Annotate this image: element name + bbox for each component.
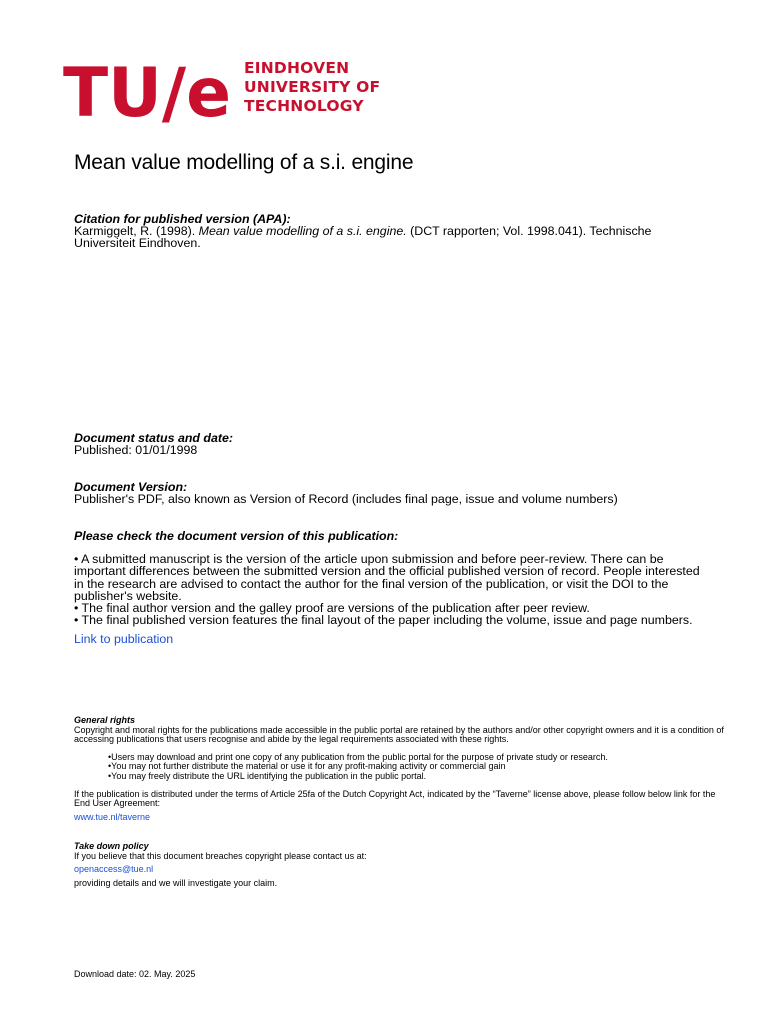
check-label: Please check the document version of this publication: <box>74 529 399 543</box>
rights-item: • Users may download and print one copy of any publication from the public portal for the purpose of private study or research. <box>108 753 724 763</box>
university-name-line: UNIVERSITY OF <box>244 78 381 96</box>
general-rights-label: General rights <box>74 715 136 725</box>
check-bullet: • The final author version and the galley proof are versions of the publication after peer review. <box>74 601 590 616</box>
takedown-email-link[interactable]: openaccess@tue.nl <box>74 864 154 875</box>
citation-section <box>74 213 704 250</box>
status-section <box>74 432 704 456</box>
check-section <box>74 530 704 646</box>
check-bullet: • A submitted manuscript is the version of the article upon submission and before peer-review. There can be important differences between the submitted version and the official published version of record. People interested in the research are advised to contact the author for the final version of the publication, or visit the DOI to the publisher's website. <box>74 552 700 603</box>
citation-rest: (DCT rapporten; Vol. 1998.041). Technische Universiteit Eindhoven. <box>74 224 652 251</box>
university-name-line: TECHNOLOGY <box>244 97 364 115</box>
version-section <box>74 481 704 505</box>
university-name <box>244 59 444 116</box>
rights-item: • You may not further distribute the material or use it for any profit-making activity or commercial gain <box>108 762 724 772</box>
version-label: Document Version: <box>74 480 188 494</box>
citation-work-title: Mean value modelling of a s.i. engine. <box>198 224 407 239</box>
citation-authors: Karmiggelt, R. (1998). <box>74 224 199 239</box>
link-to-publication[interactable]: Link to publication <box>74 632 174 647</box>
general-rights-intro: Copyright and moral rights for the publications made accessible in the public portal are retained by the authors and/or other copyright owners and it is a condition of accessing publications that users recognise and abide by the legal requirements associated with these rights. <box>74 724 724 745</box>
university-name-line: EINDHOVEN <box>244 59 350 77</box>
rights-list <box>74 753 724 782</box>
takedown-section <box>74 842 724 888</box>
takedown-text: If you believe that this document breaches copyright please contact us at: <box>74 850 367 861</box>
taverne-text: If the publication is distributed under the terms of Article 25fa of the Dutch Copyright Act, indicated by the “Taverne” license above, please follow below link for the End User Agreement: <box>74 788 716 809</box>
citation-label: Citation for published version (APA): <box>74 212 291 226</box>
status-value: Published: 01/01/1998 <box>74 443 198 458</box>
taverne-link[interactable]: www.tue.nl/taverne <box>74 811 151 822</box>
general-rights-section <box>74 716 724 822</box>
takedown-label: Take down policy <box>74 841 149 851</box>
svg-text:TU/e: TU/e <box>63 58 231 124</box>
download-date: Download date: 02. May. 2025 <box>74 969 196 979</box>
rights-item: • You may freely distribute the URL identifying the publication in the public portal. <box>108 772 724 782</box>
version-value: Publisher's PDF, also known as Version of Record (includes final page, issue and volume numbers) <box>74 492 618 507</box>
takedown-after: providing details and we will investigate your claim. <box>74 877 278 888</box>
check-bullet: • The final published version features the final layout of the paper including the volume, issue and page numbers. <box>74 613 693 628</box>
citation-text <box>74 224 651 250</box>
document-title: Mean value modelling of a s.i. engine <box>74 151 414 174</box>
status-label: Document status and date: <box>74 431 234 445</box>
tue-logo-mark <box>63 58 235 124</box>
